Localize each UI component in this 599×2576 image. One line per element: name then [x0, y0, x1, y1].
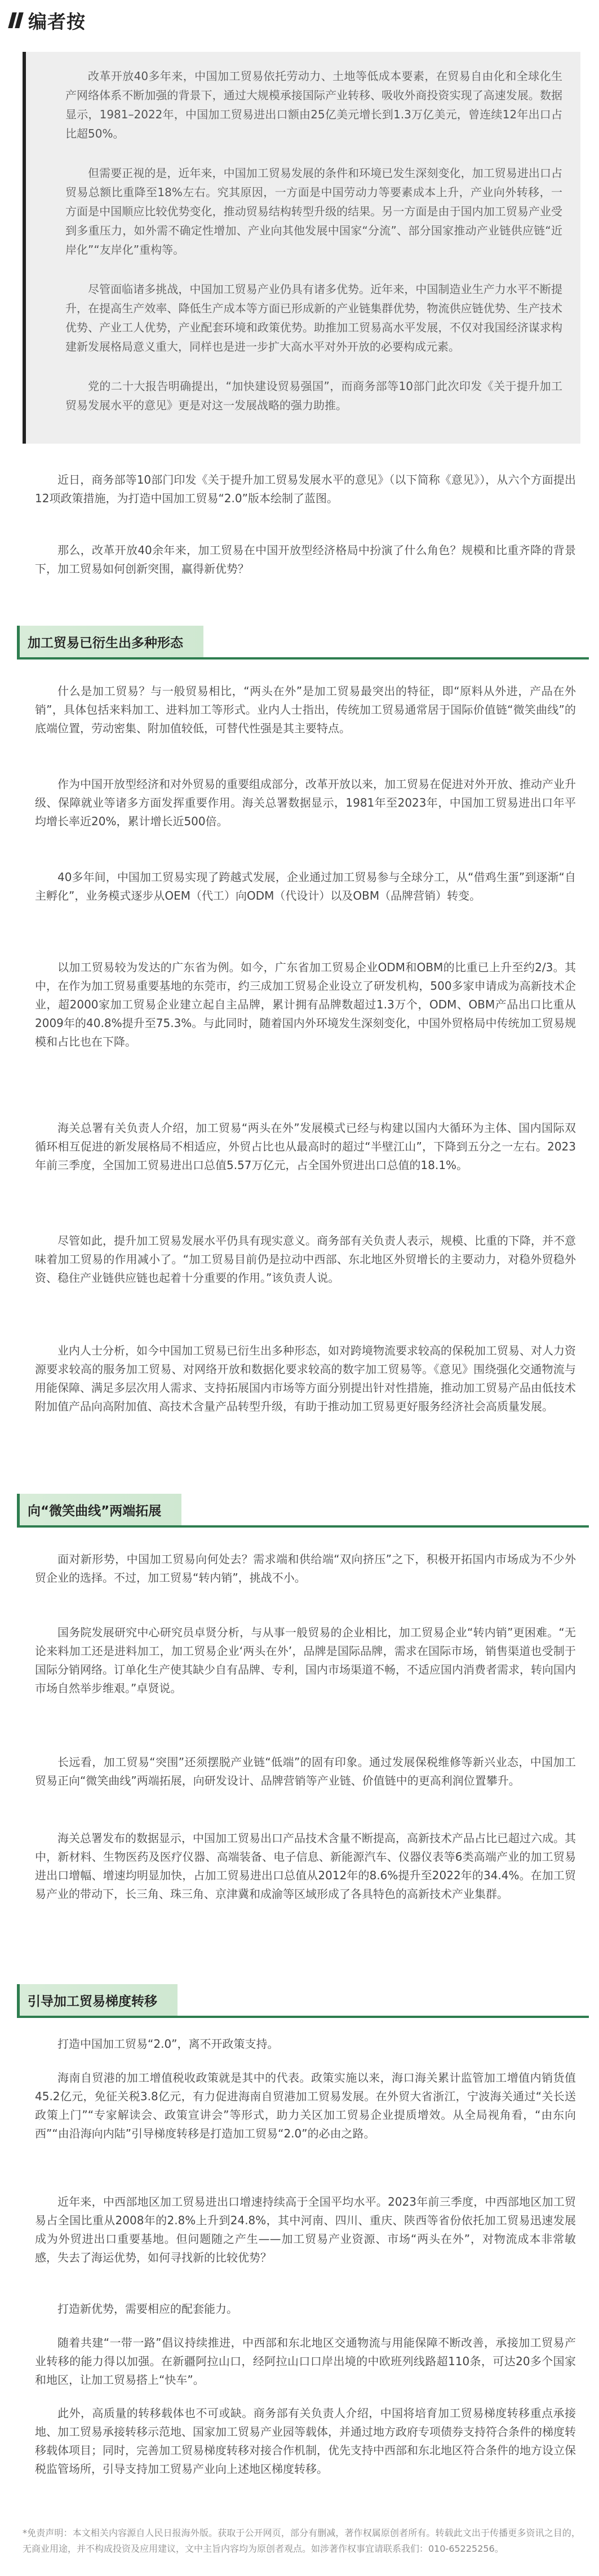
editor-note-paragraph: 党的二十大报告明确提出，“加快建设贸易强国”，而商务部等10部门此次印发《关于提升加工贸易发展水平的意见》更是对这一发展战略的强力助推。 — [65, 379, 562, 412]
section-divider — [17, 2016, 589, 2018]
section-title: 引导加工贸易梯度转移 — [17, 1984, 178, 2016]
section-header — [0, 626, 599, 660]
body-paragraph: 近年来，中西部地区加工贸易进出口增速持续高于全国平均水平。2023年前三季度，中西部地区加工贸易占全国比重从2008年的2.8%上升到24.8%，其中河南、四川、重庆、陕西等省份依托加工贸易迅速发展成为外贸进出口重要基地。但问题随之产生——加工贸易产业资源、市场“两头在外”，对物流成本非常敏感，失去了海运优势，如何寻找新的比较优势？ — [35, 2195, 576, 2264]
editor-note-paragraph: 尽管面临诸多挑战，中国加工贸易产业仍具有诸多优势。近年来，中国制造业生产力水平不断提升，在提高生产效率、降低生产成本等方面已形成新的产业链集群优势，物流供应链优势、生产技术优势、产业工人优势，产业配套环境和政策优势。助推加工贸易高水平发展，不仅对我国经济谋求构建新发展格局意义重大，同样也是进一步扩大高水平对外开放的必要构成元素。 — [65, 282, 562, 353]
section-title: 加工贸易已衍生出多种形态 — [17, 626, 203, 657]
section-header — [0, 1984, 599, 2018]
editor-note-paragraph: 改革开放40多年来，中国加工贸易依托劳动力、土地等低成本要素，在贸易自由化和全球化生产网络体系不断加强的背景下，通过大规模承接国际产业转移、吸收外商投资实现了高速发展。数据显示，1981–2022年，中国加工贸易进出口额由25亿美元增长到1.3万亿美元，曾连续12年出口占比超50%。 — [65, 69, 562, 140]
body-paragraph: 打造新优势，需要相应的配套能力。 — [57, 2302, 238, 2316]
section-divider — [17, 1525, 589, 1528]
body-paragraph: 业内人士分析，如今中国加工贸易已衍生出多种形态，如对跨境物流要求较高的保税加工贸易、对人力资源要求较高的服务加工贸易、对网络开放和数据化要求较高的数字加工贸易等。《意见》围绕强化交通物流与用能保障、满足多层次用人需求、支持拓展国内市场等方面分别提出针对性措施，推动加工贸易产品由低技术附加值产品向高附加值、高技术含量产品转型升级，有助于推动加工贸易更好服务经济社会高质量发展。 — [35, 1344, 576, 1413]
body-paragraph: 打造中国加工贸易“2.0”，离不开政策支持。 — [57, 2037, 279, 2051]
body-paragraph: 以加工贸易较为发达的广东省为例。如今，广东省加工贸易企业ODM和OBM的比重已上升至约2/3。其中，在作为加工贸易重要基地的东莞市，约三成加工贸易企业设立了研发机构，500多家申请成为高新技术企业，超2000家加工贸易企业建立起自主品牌，累计拥有品牌数超过1.3万个，ODM、OBM产品出口比重从2009年的40.8%提升至75.3%。与此同时，随着国内外环境发生深刻变化，中国外贸格局中传统加工贸易规模和占比也在下降。 — [35, 961, 576, 1048]
body-paragraph: 海南自贸港的加工增值税收政策就是其中的代表。政策实施以来，海口海关累计监管加工增值内销货值45.2亿元，免征关税3.8亿元，有力促进海南自贸港加工贸易发展。在外贸大省浙江，宁波海关通过“关长送政策上门”“专家解读会、政策宣讲会”等形式，助力关区加工贸易企业提质增效。从全局视角看，“由东向西”“由沿海向内陆”引导梯度转移是打造加工贸易“2.0”的必由之路。 — [35, 2071, 576, 2140]
body-paragraph: 作为中国开放型经济和对外贸易的重要组成部分，改革开放以来，加工贸易在促进对外开放、推动产业升级、保障就业等诸多方面发挥重要作用。海关总署数据显示，1981年至2023年，中国加工贸易进出口年平均增长率近20%，累计增长近500倍。 — [35, 777, 576, 828]
editor-note-box — [23, 52, 580, 444]
section-title: 向“微笑曲线”两端拓展 — [17, 1494, 181, 1525]
body-paragraph: 什么是加工贸易？与一般贸易相比，“两头在外”是加工贸易最突出的特征，即“原料从外进，产品在外销”，具体包括来料加工、进料加工等形式。业内人士指出，传统加工贸易通常居于国际价值链“微笑曲线”的底端位置，劳动密集、附加值较低，可替代性强是其主要特点。 — [35, 684, 576, 735]
body-paragraph: 面对新形势，中国加工贸易向何处去？需求端和供给端“双向挤压”之下，积极开拓国内市场成为不少外贸企业的选择。不过，加工贸易“转内销”，挑战不小。 — [35, 1552, 576, 1584]
body-paragraph: 长远看，加工贸易“突围”还须摆脱产业链“低端”的固有印象。通过发展保税维修等新兴业态，中国加工贸易正向“微笑曲线”两端拓展，向研发设计、品牌营销等产业链、价值链中的更高利润位置攀升。 — [35, 1755, 576, 1787]
header-title: 编者按 — [28, 10, 86, 33]
body-paragraph: 40多年间，中国加工贸易实现了跨越式发展，企业通过加工贸易参与全球分工，从“借鸡生蛋”到逐渐“自主孵化”，业务模式逐步从OEM（代工）向ODM（代设计）以及OBM（品牌营销）转变。 — [35, 870, 576, 902]
section-divider — [17, 657, 589, 660]
editor-note-header — [10, 5, 86, 36]
section-header — [0, 1494, 599, 1528]
body-paragraph: 尽管如此，提升加工贸易发展水平仍具有现实意义。商务部有关负责人表示，规模、比重的下降，并不意味着加工贸易的作用减小了。“加工贸易目前仍是拉动中西部、东北地区外贸增长的主要动力，对稳外贸稳外资、稳住产业链供应链也起着十分重要的作用。”该负责人说。 — [35, 1234, 576, 1285]
body-paragraph: 随着共建“一带一路”倡议持续推进，中西部和东北地区交通物流与用能保障不断改善，承接加工贸易产业转移的能力得以加强。在新疆阿拉山口，经阿拉山口口岸出境的中欧班列线路超110条，可达20多个国家和地区，让加工贸易搭上“快车”。 — [35, 2336, 576, 2387]
body-paragraph: 国务院发展研究中心研究员卓贤分析，与从事一般贸易的企业相比，加工贸易企业“转内销”更困难。“无论来料加工还是进料加工，加工贸易企业‘两头在外’，品牌是国际品牌，需求在国际市场，销售渠道也受制于国际分销网络。订单化生产使其缺少自有品牌、专利，国内市场渠道不畅，不适应国内消费者需求，转向国内市场自然举步维艰。”卓贤说。 — [35, 1626, 576, 1695]
header-bars-icon — [10, 12, 21, 28]
intro-paragraph: 近日，商务部等10部门印发《关于提升加工贸易发展水平的意见》（以下简称《意见》），从六个方面提出12项政策措施，为打造中国加工贸易“2.0”版本绘制了蓝图。 — [35, 473, 576, 505]
body-paragraph: 海关总署发布的数据显示，中国加工贸易出口产品技术含量不断提高，高新技术产品占比已超过六成。其中，新材料、生物医药及医疗仪器、高端装备、电子信息、新能源汽车、仪器仪表等6类高端产业的加工贸易进出口增幅、增速均明显加快，占加工贸易进出口总值从2012年的8.6%提升至2022年的34.4%。在加工贸易产业的带动下，长三角、珠三角、京津冀和成渝等区域形成了各具特色的高新技术产业集群。 — [35, 1831, 576, 1901]
body-paragraph: 海关总署有关负责人介绍，加工贸易“两头在外”发展模式已经与构建以国内大循环为主体、国内国际双循环相互促进的新发展格局不相适应，外贸占比也从最高时的超过“半壁江山”，下降到五分之一左右。2023年前三季度，全国加工贸易进出口总值5.57万亿元，占全国外贸进出口总值的18.1%。 — [35, 1121, 576, 1172]
disclaimer-footnote: *免责声明：本文相关内容源自人民日报海外版。获取于公开网页，部分有删减，著作权属原创者所有。转载此文出于传播更多资讯之目的，无商业用途，并不构成投资及应用建议，文中主旨内容均为原创者观点。如涉著作权事宜请联系我们：010-65225256。 — [23, 2528, 580, 2554]
intro-paragraph: 那么，改革开放40余年来，加工贸易在中国开放型经济格局中扮演了什么角色？规模和比重齐降的背景下，加工贸易如何创新突围，赢得新优势？ — [35, 543, 576, 576]
editor-note-paragraph: 但需要正视的是，近年来，中国加工贸易发展的条件和环境已发生深刻变化，加工贸易进出口占贸易总额比重降至18%左右。究其原因，一方面是中国劳动力等要素成本上升，产业向外转移，一方面是中国顺应比较优势变化，推动贸易结构转型升级的结果。另一方面是由于国内加工贸易产业受到多重压力，如外需不确定性增加、产业向其他发展中国家“分流”、部分国家推动产业链供应链“近岸化”“友岸化”重构等。 — [65, 166, 562, 256]
body-paragraph: 此外，高质量的转移载体也不可或缺。商务部有关负责人介绍，中国将培育加工贸易梯度转移重点承接地、加工贸易承接转移示范地、国家加工贸易产业园等载体，并通过地方政府专项债券支持符合条件的梯度转移载体项目；同时，完善加工贸易梯度转移对接合作机制，优先支持中西部和东北地区符合条件的地方设立保税监管场所，引导支持加工贸易产业向上述地区梯度转移。 — [35, 2406, 576, 2476]
